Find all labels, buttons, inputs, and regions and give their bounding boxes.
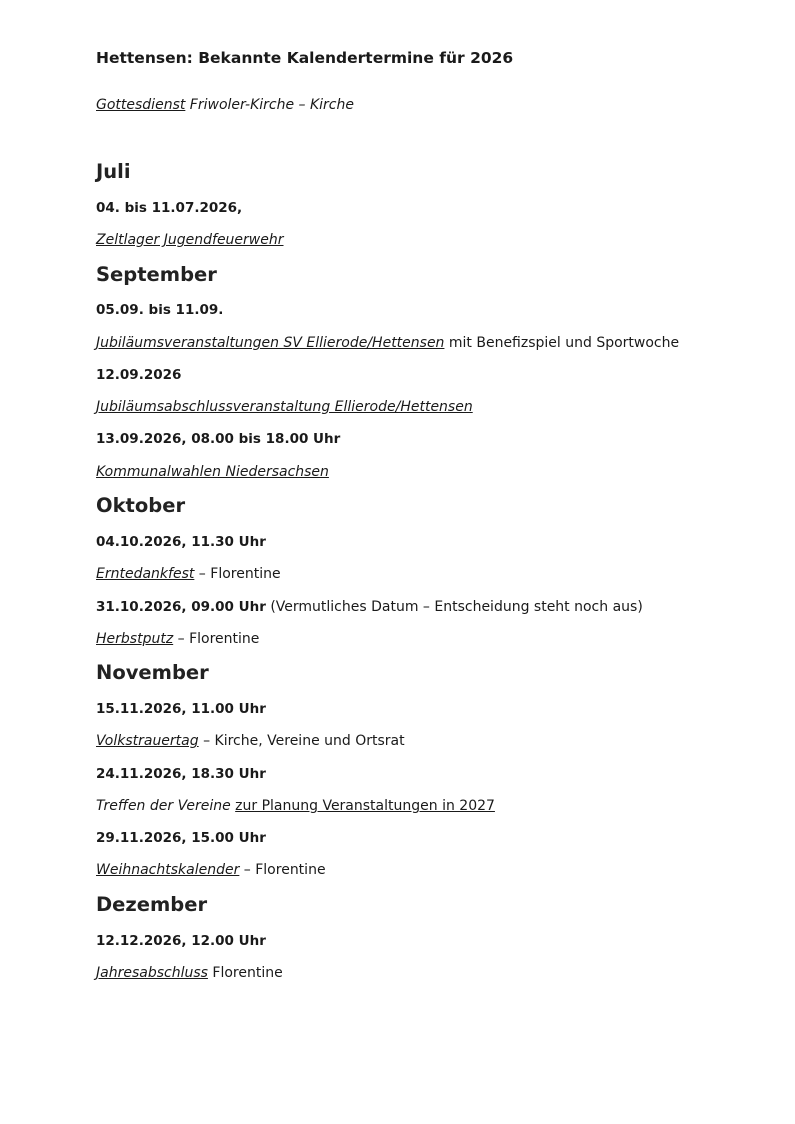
- event-line: [96, 732, 405, 750]
- month-heading-dezember: Dezember: [96, 893, 208, 916]
- event-link-herbstputz[interactable]: Herbstputz: [96, 631, 174, 647]
- event-suffix: – Florentine: [239, 862, 326, 878]
- event-line: [96, 964, 283, 982]
- intro-line: [96, 96, 354, 114]
- event-suffix: – Florentine: [194, 566, 281, 582]
- gottesdienst-link[interactable]: Gottesdienst: [96, 97, 186, 113]
- page-title: Hettensen: Bekannte Kalendertermine für 2026: [96, 49, 514, 67]
- event-date: 13.09.2026, 08.00 bis 18.00 Uhr: [96, 431, 341, 447]
- event-link-zeltlager[interactable]: Zeltlager Jugendfeuerwehr: [96, 232, 284, 248]
- event-line: [96, 861, 326, 879]
- event-date-line: [96, 598, 643, 616]
- event-date: 15.11.2026, 11.00 Uhr: [96, 701, 266, 717]
- month-heading-september: September: [96, 263, 217, 286]
- month-heading-juli: Juli: [96, 160, 131, 183]
- event-suffix: – Kirche, Vereine und Ortsrat: [198, 733, 405, 749]
- event-date: 12.09.2026: [96, 367, 182, 383]
- event-link-jahresabschluss[interactable]: Jahresabschluss: [96, 965, 208, 981]
- event-date: 31.10.2026, 09.00 Uhr: [96, 599, 266, 615]
- event-line: [96, 797, 495, 815]
- event-link-kommunalwahlen[interactable]: Kommunalwahlen Niedersachsen: [96, 464, 329, 480]
- event-date: 24.11.2026, 18.30 Uhr: [96, 766, 266, 782]
- event-date: 05.09. bis 11.09.: [96, 302, 224, 318]
- event-note: (Vermutliches Datum – Entscheidung steht noch aus): [265, 599, 643, 615]
- month-heading-oktober: Oktober: [96, 494, 186, 517]
- event-prefix: Treffen der Vereine: [96, 798, 236, 814]
- event-line: [96, 334, 679, 352]
- event-date: 04.10.2026, 11.30 Uhr: [96, 534, 266, 550]
- event-link-erntedankfest[interactable]: Erntedankfest: [96, 566, 195, 582]
- event-line: [96, 463, 329, 481]
- event-line: [96, 231, 284, 249]
- event-date: 12.12.2026, 12.00 Uhr: [96, 933, 266, 949]
- event-link-volkstrauertag[interactable]: Volkstrauertag: [96, 733, 199, 749]
- event-link-jubilaeum[interactable]: Jubiläumsveranstaltungen SV Ellierode/Hettensen: [96, 335, 445, 351]
- event-suffix: – Florentine: [173, 631, 260, 647]
- intro-text: Friwoler-Kirche – Kirche: [185, 97, 354, 113]
- event-link-weihnachtskalender[interactable]: Weihnachtskalender: [96, 862, 240, 878]
- event-suffix: mit Benefizspiel und Sportwoche: [444, 335, 680, 351]
- event-date: 29.11.2026, 15.00 Uhr: [96, 830, 266, 846]
- event-link-planung[interactable]: zur Planung Veranstaltungen in 2027: [235, 798, 495, 814]
- event-suffix: Florentine: [207, 965, 283, 981]
- event-date: 04. bis 11.07.2026,: [96, 200, 243, 216]
- event-line: [96, 565, 281, 583]
- event-line: [96, 398, 473, 416]
- month-heading-november: November: [96, 661, 209, 684]
- event-line: [96, 630, 259, 648]
- event-link-jubilaeumsabschluss[interactable]: Jubiläumsabschlussveranstaltung Ellierode/Hettensen: [96, 399, 473, 415]
